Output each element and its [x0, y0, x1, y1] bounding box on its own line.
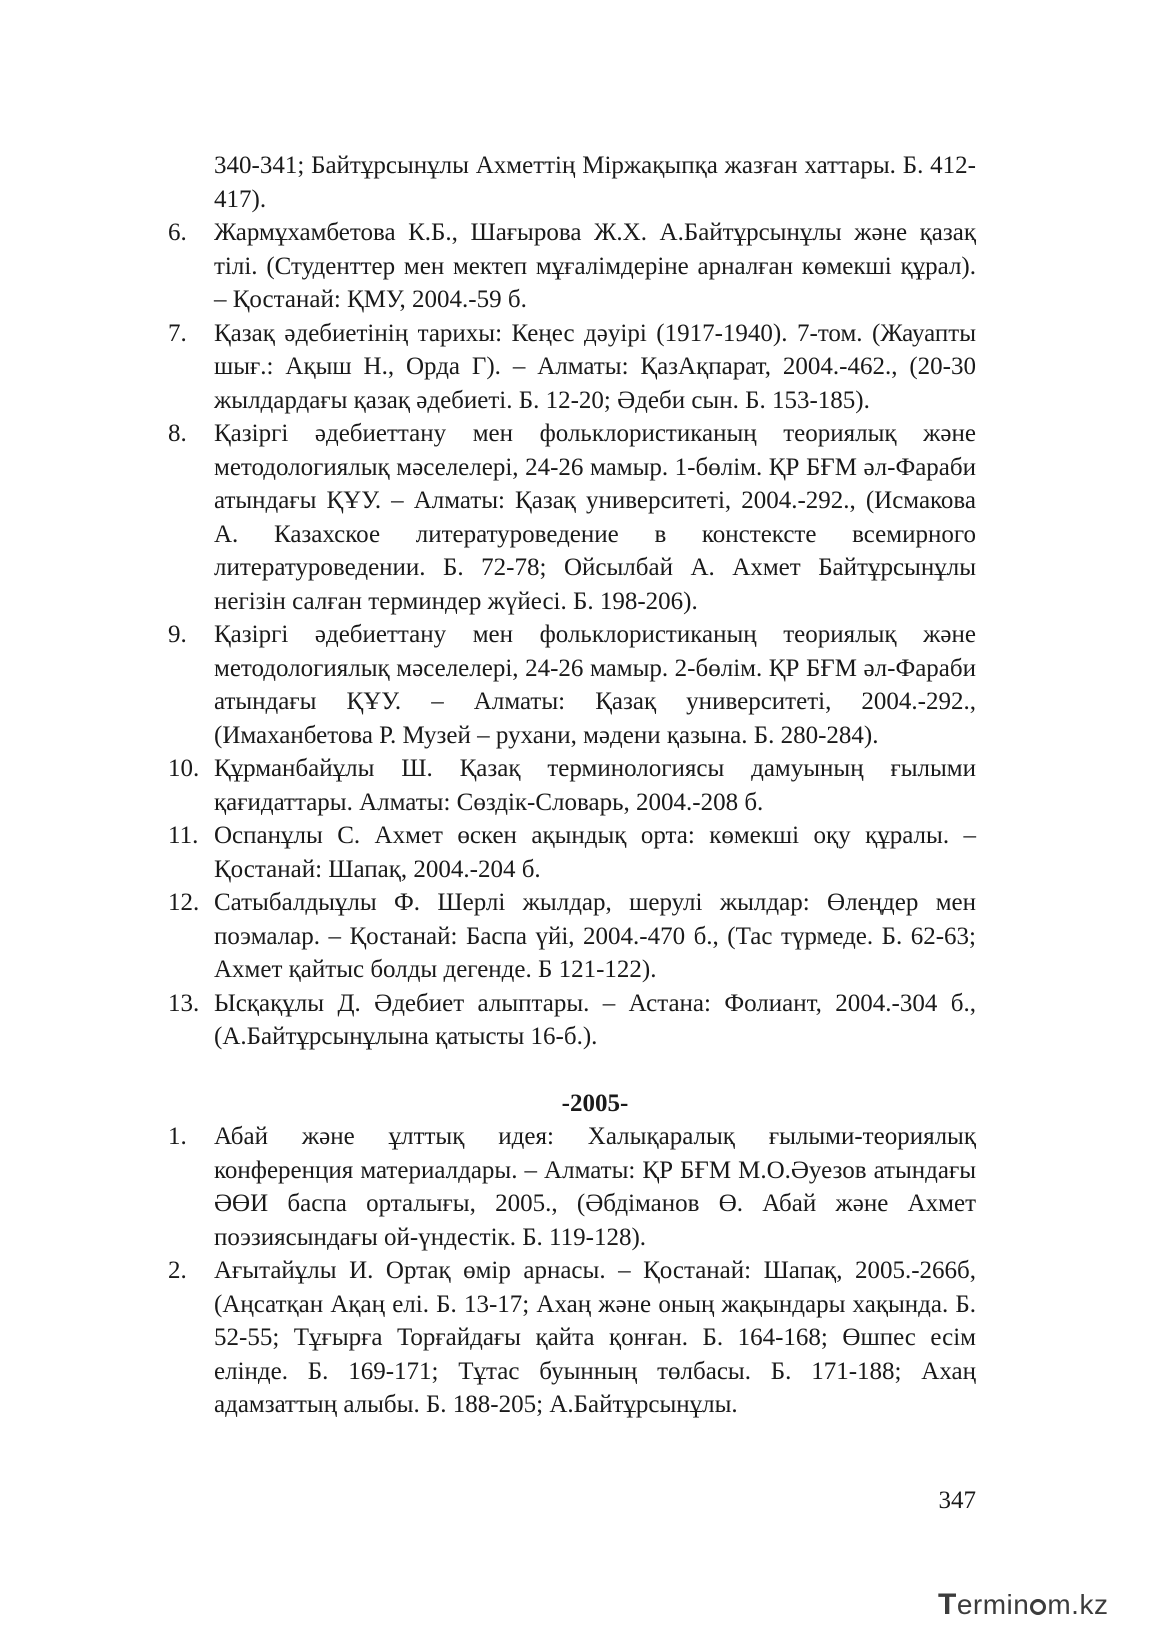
list-item-number: 11. [168, 822, 199, 849]
list-item-text: Қазақ әдебиетінің тарихы: Кеңес дәуірі (1917-1940). 7-том. (Жауапты шығ.: Ақыш Н., Орда Г). – Алматы: ҚазАқпарат, 2004.-462., (20-30 жылдардағы қазақ әдебиеті. Б. 12-20; Әдеби сын. Б. 153-185). [214, 319, 976, 414]
watermark-t: T [938, 1588, 957, 1621]
list-item [168, 317, 976, 418]
watermark-part2: m.kz [1047, 1589, 1109, 1620]
list-item [168, 987, 976, 1054]
list-item-number: 10. [168, 755, 200, 782]
list-item-text: Жармұхамбетова К.Б., Шағырова Ж.Х. А.Байтұрсынұлы және қазақ тілі. (Студенттер мен мектеп мұғалімдеріне арналған көмекші құрал). – Қостанай: ҚМУ, 2004.-59 б. [214, 219, 976, 313]
list-item-number: 7. [168, 319, 187, 347]
list-item-text: Қазіргі әдебиеттану мен фольклористиканың теориялық және методологиялық мәселелері, 24-26 мамыр. 1-бөлім. ҚР БҒМ әл-Фараби атындағы ҚҰУ. – Алматы: Қазақ университеті, 2004.-292., (Исмакова А. Казахское литературоведение в констексте всемирного литературоведении. Б. 72-78; Ойсылбай А. Ахмет Байтұрсынұлы негізін салған терминдер жүйесі. Б. 198-206). [214, 420, 976, 615]
site-watermark-logo [938, 1588, 1108, 1622]
watermark-o-icon [1030, 1599, 1046, 1615]
list-item-text: Сатыбалдыұлы Ф. Шерлі жылдар, шерулі жылдар: Өлеңдер мен поэмалар. – Қостанай: Баспа үйі, 2004.-470 б., (Тас түрмеде. Б. 62-63; Ахмет қайтыс болды дегенде. Б 121-122). [214, 889, 976, 983]
list-item-number: 9. [168, 621, 187, 648]
page-number: 347 [938, 1487, 976, 1514]
list-item [168, 819, 976, 886]
entries-2004 [168, 216, 976, 1054]
list-item-number: 6. [168, 219, 187, 246]
list-item-number: 12. [168, 889, 200, 916]
list-item-number: 2. [168, 1257, 187, 1284]
list-item [168, 752, 976, 819]
list-item-text: Оспанұлы С. Ахмет өскен ақындық орта: көмекші оқу құралы. – Қостанай: Шапақ, 2004.-204 б. [214, 822, 976, 883]
list-item [168, 618, 976, 752]
bibliography-list [168, 149, 976, 1422]
list-item-number: 8. [168, 420, 187, 447]
list-item [168, 417, 976, 618]
continuation-text: 340-341; Байтұрсынұлы Ахметтің Міржақыпқа жазған хаттары. Б. 412-417). [214, 152, 976, 213]
entries-2005 [168, 1120, 976, 1422]
list-item [168, 1120, 976, 1254]
section-heading-2005: -2005- [561, 1089, 629, 1117]
list-item-text: Ағытайұлы И. Ортақ өмір арнасы. – Қостанай: Шапақ, 2005.-266б, (Аңсатқан Ақаң елі. Б. 13-17; Ахаң және оның жақындары хақында. Б. 52-55; Тұғырға Торғайдағы қайта қонған. Б. 164-168; Өшпес есім елінде. Б. 169-171; Тұтас буынның төлбасы. Б. 171-188; Ахаң адамзаттың алыбы. Б. 188-205; А.Байтұрсынұлы. [214, 1257, 976, 1418]
list-item [168, 886, 976, 987]
list-item [168, 216, 976, 317]
list-item-number: 1. [168, 1123, 187, 1150]
list-item-text: Ысқақұлы Д. Әдебиет алыптары. – Астана: Фолиант, 2004.-304 б., (А.Байтұрсынұлына қатысты 16-б.). [214, 989, 976, 1050]
watermark-part1: ermin [956, 1589, 1030, 1620]
list-item [168, 1254, 976, 1422]
list-item-number: 13. [168, 989, 200, 1017]
list-item-text: Қазіргі әдебиеттану мен фольклористиканың теориялық және методологиялық мәселелері, 24-26 мамыр. 2-бөлім. ҚР БҒМ әл-Фараби атындағы ҚҰУ. – Алматы: Қазақ университеті, 2004.-292., (Имаханбетова Р. Музей – рухани, мәдени қазына. Б. 280-284). [214, 621, 976, 749]
list-item-text: Абай және ұлттық идея: Халықаралық ғылыми-теориялық конференция материалдары. – Алматы: ҚР БҒМ М.О.Әуезов атындағы ӘӨИ баспа орталығы, 2005., (Әбдіманов Ө. Абай және Ахмет поэзиясындағы ой-үндестік. Б. 119-128). [214, 1123, 976, 1251]
list-item-text: Құрманбайұлы Ш. Қазақ терминологиясы дамуының ғылыми қағидаттары. Алматы: Сөздік-Словарь, 2004.-208 б. [214, 755, 976, 816]
